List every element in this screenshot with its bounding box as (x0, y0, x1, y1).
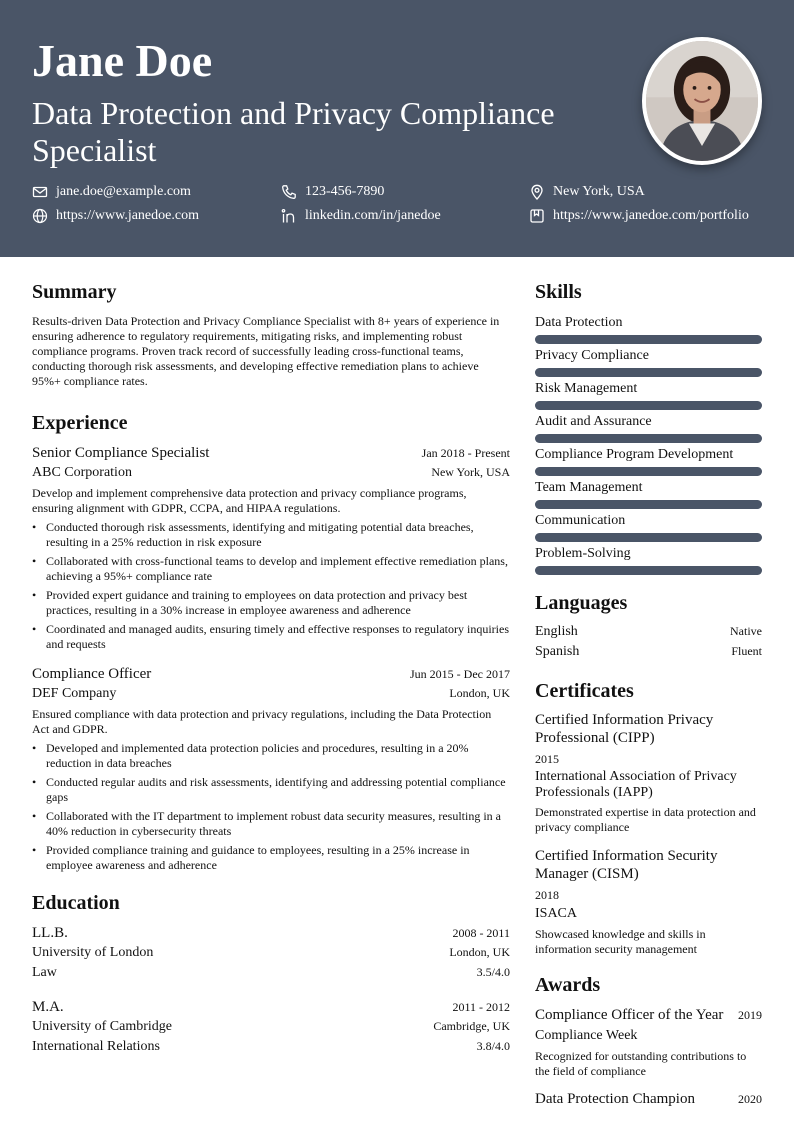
skill-level-fill (535, 566, 762, 575)
award-name: Compliance Officer of the Year (535, 1007, 724, 1023)
portfolio-icon (529, 208, 545, 224)
achievement-bullet: • Collaborated with the IT department to implement robust data security measures, resulting in a 40% reduction in cybersecurity threats (32, 809, 510, 839)
skill-level-bar (535, 401, 762, 410)
skill-level-fill (535, 434, 762, 443)
side-column (535, 280, 762, 1109)
skill-level-bar (535, 467, 762, 476)
skill-level-bar (535, 533, 762, 542)
education-item (32, 997, 510, 1057)
skill-item (535, 413, 762, 443)
candidate-title: Data Protection and Privacy Compliance Specialist (32, 95, 555, 168)
achievement-bullet: • Coordinated and managed audits, ensuring timely and effective responses to regulatory inquiries and requests (32, 622, 510, 652)
email-text: jane.doe@example.com (56, 184, 191, 199)
award-item (535, 1089, 762, 1109)
website-text: https://www.janedoe.com (56, 208, 199, 223)
contact-website[interactable] (32, 208, 199, 224)
job-description: Ensured compliance with data protection and privacy regulations, including the Data Protection Act and GDPR. (32, 707, 492, 736)
skills-heading: Skills (535, 281, 582, 303)
contact-location (529, 184, 645, 200)
skill-item (535, 347, 762, 377)
language-name: English (535, 624, 578, 639)
location-pin-icon (529, 184, 545, 200)
job-title: Senior Compliance Specialist (32, 445, 210, 461)
award-issuer: Compliance Week (535, 1028, 638, 1043)
certificate-name: Certified Information Privacy Professional (CIPP) (535, 712, 714, 746)
main-column (32, 280, 510, 1057)
skill-name: Problem-Solving (535, 546, 631, 561)
skill-name: Communication (535, 513, 626, 528)
resume-header (0, 0, 794, 257)
job-location: London, UK (449, 686, 510, 700)
award-year: 2019 (738, 1008, 762, 1022)
skill-level-fill (535, 467, 762, 476)
experience-heading: Experience (32, 412, 128, 434)
portfolio-text: https://www.janedoe.com/portfolio (553, 208, 749, 223)
job-achievements (32, 520, 510, 652)
achievement-bullet: • Provided expert guidance and training to employees on data protection and privacy best practices, resulting in a 30% increase in employee awareness and adherence (32, 588, 510, 618)
skill-item (535, 446, 762, 476)
school-location: London, UK (449, 945, 510, 959)
award-name: Data Protection Champion (535, 1091, 695, 1107)
education-item (32, 923, 510, 983)
languages-heading: Languages (535, 592, 628, 614)
summary-heading: Summary (32, 281, 117, 303)
certificate-item (535, 711, 762, 835)
certificate-year: 2018 (535, 888, 559, 902)
skill-item (535, 512, 762, 542)
certificate-name: Certified Information Security Manager (CISM) (535, 848, 718, 882)
skill-name: Privacy Compliance (535, 348, 649, 363)
contact-linkedin[interactable] (281, 208, 441, 224)
phone-text: 123-456-7890 (305, 184, 385, 199)
certificate-year: 2015 (535, 752, 559, 766)
field-of-study: Law (32, 965, 57, 980)
school: University of London (32, 945, 154, 960)
education-dates: 2008 - 2011 (452, 926, 510, 940)
achievement-bullet: • Conducted regular audits and risk assessments, identifying and addressing potential compliance gaps (32, 775, 510, 805)
job-company: ABC Corporation (32, 465, 132, 480)
skill-level-bar (535, 566, 762, 575)
job-description: Develop and implement comprehensive data protection and privacy compliance programs, ensuring alignment with GDPR, CCPA, and HIPAA regulations. (32, 486, 467, 515)
skill-name: Data Protection (535, 315, 623, 330)
skill-item (535, 314, 762, 344)
degree: LL.B. (32, 925, 68, 941)
education-dates: 2011 - 2012 (452, 1000, 510, 1014)
skill-level-fill (535, 533, 762, 542)
contact-email[interactable] (32, 184, 191, 200)
experience-item (32, 443, 510, 652)
job-dates: Jan 2018 - Present (421, 446, 510, 460)
award-description: Recognized for outstanding contributions to the field of compliance (535, 1049, 747, 1078)
certificate-description: Showcased knowledge and skills in information security management (535, 927, 706, 956)
skill-level-bar (535, 368, 762, 377)
linkedin-text: linkedin.com/in/janedoe (305, 208, 441, 223)
language-item (535, 623, 762, 641)
globe-icon (32, 208, 48, 224)
certificate-issuer: International Association of Privacy Professionals (IAPP) (535, 769, 737, 800)
certificate-issuer: ISACA (535, 906, 578, 921)
award-year: 2020 (738, 1092, 762, 1106)
language-name: Spanish (535, 644, 580, 659)
experience-item (32, 664, 510, 873)
skill-level-bar (535, 500, 762, 509)
summary-text: Results-driven Data Protection and Privacy Compliance Specialist with 8+ years of experience in ensuring adherence to regulatory requirements, mitigating risks, and implementing robust compliance programs. Proven track record of successfully leading cross-functional teams, conducting thorough risk assessments, and developing effective remediation plans to achieve 95%+ compliance rates. (32, 314, 500, 388)
skill-item (535, 545, 762, 575)
certificate-description: Demonstrated expertise in data protection and privacy compliance (535, 805, 756, 834)
school-location: Cambridge, UK (433, 1019, 510, 1033)
grade: 3.8/4.0 (476, 1039, 510, 1053)
skill-name: Compliance Program Development (535, 447, 734, 462)
skill-name: Risk Management (535, 381, 638, 396)
skill-item (535, 479, 762, 509)
achievement-bullet: • Provided compliance training and guidance to employees, resulting in a 25% increase in employee awareness and adherence (32, 843, 510, 873)
skill-level-bar (535, 335, 762, 344)
skill-level-fill (535, 500, 762, 509)
education-heading: Education (32, 892, 120, 914)
language-item (535, 643, 762, 661)
certificates-heading: Certificates (535, 680, 634, 702)
skill-level-bar (535, 434, 762, 443)
skills-list (535, 314, 762, 575)
linkedin-icon (281, 208, 297, 224)
contact-phone[interactable] (281, 184, 384, 200)
award-item (535, 1005, 762, 1079)
contact-portfolio[interactable] (529, 208, 749, 224)
job-company: DEF Company (32, 686, 117, 701)
field-of-study: International Relations (32, 1039, 160, 1054)
degree: M.A. (32, 999, 64, 1015)
skill-name: Audit and Assurance (535, 414, 652, 429)
phone-icon (281, 184, 297, 200)
location-text: New York, USA (553, 184, 645, 199)
skill-name: Team Management (535, 480, 643, 495)
skill-level-fill (535, 368, 762, 377)
achievement-bullet: • Collaborated with cross-functional teams to develop and implement effective remediation plans, achieving a 95%+ compliance rate (32, 554, 510, 584)
certificate-item (535, 847, 762, 957)
job-location: New York, USA (431, 465, 510, 479)
job-achievements (32, 741, 510, 873)
achievement-bullet: • Developed and implemented data protection policies and procedures, resulting in a 20% reduction in data breaches (32, 741, 510, 771)
language-level: Fluent (731, 644, 762, 658)
mail-icon (32, 184, 48, 200)
language-level: Native (730, 624, 762, 638)
skill-level-fill (535, 335, 762, 344)
job-dates: Jun 2015 - Dec 2017 (410, 667, 510, 681)
achievement-bullet: • Conducted thorough risk assessments, identifying and mitigating potential data breaches, resulting in a 25% reduction in risk exposure (32, 520, 510, 550)
candidate-name: Jane Doe (32, 35, 213, 86)
school: University of Cambridge (32, 1019, 172, 1034)
profile-photo (642, 37, 762, 165)
skill-item (535, 380, 762, 410)
grade: 3.5/4.0 (476, 965, 510, 979)
job-title: Compliance Officer (32, 666, 152, 682)
awards-heading: Awards (535, 974, 601, 996)
skill-level-fill (535, 401, 762, 410)
